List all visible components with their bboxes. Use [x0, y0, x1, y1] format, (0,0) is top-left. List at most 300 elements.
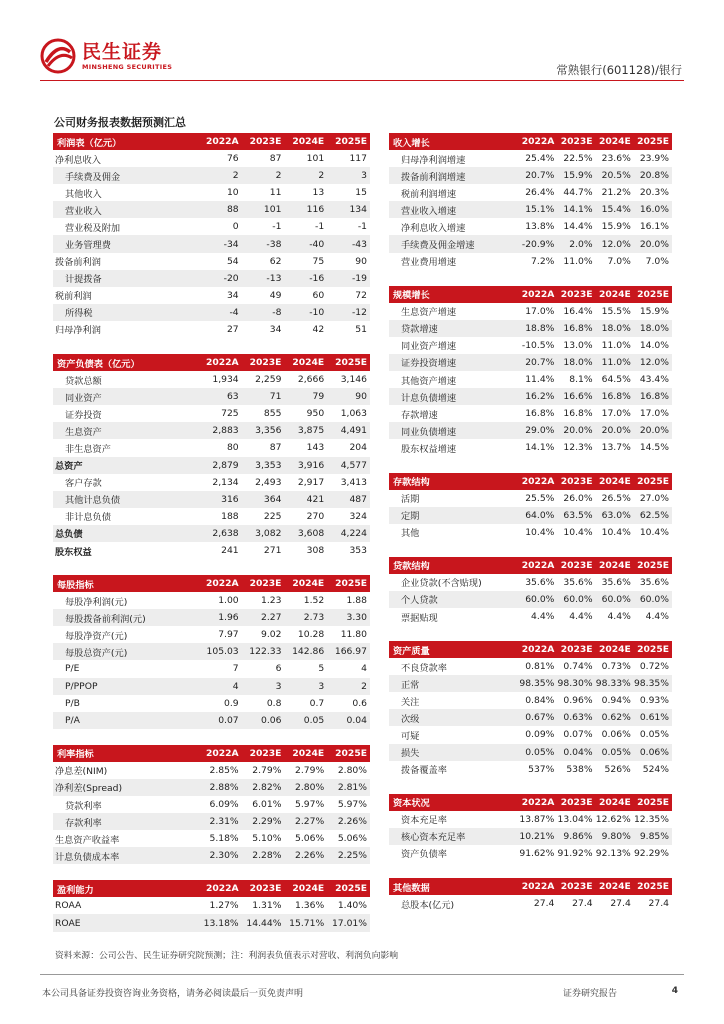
header-divider	[40, 80, 684, 81]
cell-value: 1.00	[218, 595, 239, 607]
year-header: 2025E	[327, 575, 370, 592]
cell-value: 0.05%	[639, 729, 669, 741]
table-row	[53, 474, 370, 491]
cell-value: 17.01%	[327, 914, 370, 931]
year-header: 2023E	[557, 473, 595, 490]
cell-value: 3,353	[242, 457, 285, 474]
cell-value: 11	[269, 187, 282, 199]
cell-value: 11.0%	[601, 339, 631, 351]
year-header: 2023E	[242, 880, 285, 897]
financial-table	[389, 473, 672, 541]
cell-value: 27	[226, 323, 239, 335]
year-header: 2025E	[634, 641, 672, 658]
financial-table	[389, 286, 672, 457]
row-label: ROAE	[53, 914, 188, 931]
table-title: 资本状况	[389, 794, 515, 811]
table-row	[53, 304, 370, 321]
table-row	[53, 643, 370, 660]
year-header: 2022A	[515, 286, 557, 303]
cell-value: 90	[327, 388, 370, 405]
cell-value: 0.09%	[525, 729, 555, 741]
cell-value: 76	[226, 153, 239, 165]
minsheng-logo-icon	[40, 38, 76, 74]
cell-value: 2.30%	[188, 847, 242, 864]
financial-table	[53, 880, 370, 931]
table-row	[53, 525, 370, 542]
cell-value: 5.06%	[337, 833, 367, 845]
cell-value: 79	[284, 388, 327, 405]
cell-value: 54	[226, 255, 239, 267]
row-label: 净利差(Spread)	[53, 779, 188, 796]
table-row	[389, 218, 672, 235]
cell-value: 14.5%	[639, 442, 669, 454]
cell-value: 4	[361, 663, 367, 675]
stock-header: 常熟银行(601128)/银行	[556, 63, 682, 77]
cell-value: 0.62%	[596, 709, 634, 726]
cell-value: 4,224	[327, 525, 370, 542]
cell-value: 2,883	[188, 422, 242, 439]
year-header: 2023E	[242, 354, 285, 371]
financial-table	[53, 745, 370, 865]
cell-value: 166.97	[327, 643, 370, 660]
cell-value: 10.4%	[601, 526, 631, 538]
year-header: 2024E	[284, 575, 327, 592]
table-row	[389, 709, 672, 726]
row-label: 关注	[401, 696, 420, 708]
table-row	[389, 675, 672, 692]
cell-value: 204	[349, 442, 367, 454]
table-row	[389, 811, 672, 828]
cell-value: 43.4%	[639, 374, 669, 386]
year-header: 2024E	[596, 641, 634, 658]
cell-value: 101	[242, 201, 285, 218]
cell-value: 16.8%	[525, 408, 555, 420]
table-row	[53, 405, 370, 422]
table-row	[389, 574, 672, 591]
cell-value: 2.26%	[284, 847, 327, 864]
table-row	[389, 490, 672, 507]
cell-value: 13.04%	[557, 813, 593, 825]
cell-value: 98.35%	[515, 675, 557, 692]
row-label: 同业负债增速	[389, 422, 515, 439]
cell-value: -12	[327, 304, 370, 321]
cell-value: 14.4%	[563, 221, 593, 233]
cell-value: 64.0%	[515, 507, 557, 524]
row-label: 业务管理费	[53, 235, 188, 252]
table-row	[53, 235, 370, 252]
row-label: 生息资产	[53, 422, 188, 439]
cell-value: 122.33	[242, 643, 285, 660]
cell-value: 0.7	[309, 697, 325, 709]
cell-value: 15	[355, 187, 367, 199]
cell-value: 13	[312, 187, 325, 199]
row-label: 每股总资产(元)	[53, 643, 188, 660]
cell-value: 12.0%	[634, 354, 672, 371]
row-label: 活期	[401, 494, 420, 506]
financial-table	[389, 641, 672, 778]
cell-value: 63.0%	[596, 507, 634, 524]
row-label: 总负债	[53, 525, 188, 542]
cell-value: 98.30%	[557, 675, 595, 692]
cell-value: -1	[272, 221, 282, 233]
row-label: 计提拨备	[53, 270, 188, 287]
cell-value: 537%	[528, 763, 555, 775]
cell-value: 20.7%	[515, 167, 557, 184]
financial-table	[389, 794, 672, 862]
table-row	[389, 388, 672, 405]
cell-value: 0.81%	[525, 661, 555, 673]
cell-value: -19	[327, 270, 370, 287]
table-gap	[53, 338, 370, 354]
cell-value: -8	[242, 304, 285, 321]
table-row	[53, 914, 370, 931]
cell-value: 2,638	[188, 525, 242, 542]
cell-value: 14.1%	[557, 201, 595, 218]
cell-value: 0.72%	[639, 661, 669, 673]
cell-value: 18.0%	[596, 320, 634, 337]
row-label: 每股净资产(元)	[65, 630, 128, 642]
table-row	[53, 762, 370, 779]
table-title: 资产质量	[389, 641, 515, 658]
cell-value: 13.7%	[601, 442, 631, 454]
table-row	[53, 813, 370, 830]
cell-value: 27.4	[533, 898, 555, 910]
cell-value: 2.31%	[188, 813, 242, 830]
year-header: 2024E	[596, 286, 634, 303]
company-logo	[40, 38, 172, 74]
cell-value: 353	[349, 545, 367, 557]
cell-value: 3	[284, 678, 327, 695]
table-row	[389, 235, 672, 252]
table-row	[53, 457, 370, 474]
row-label: 所得税	[53, 304, 188, 321]
year-header: 2022A	[515, 473, 557, 490]
row-label: ROAA	[55, 900, 82, 912]
cell-value: 15.9%	[639, 305, 669, 317]
cell-value: 98.35%	[634, 675, 672, 692]
cell-value: 91.62%	[519, 847, 555, 859]
cell-value: -34	[188, 235, 242, 252]
table-row	[389, 726, 672, 743]
row-label: 生息资产增速	[401, 307, 457, 319]
table-row	[53, 321, 370, 338]
cell-value: 64.5%	[601, 374, 631, 386]
cell-value: -10.5%	[521, 339, 555, 351]
table-row	[389, 761, 672, 778]
cell-value: 35.6%	[601, 576, 631, 588]
cell-value: 71	[242, 388, 285, 405]
table-row	[53, 388, 370, 405]
cell-value: 75	[312, 255, 325, 267]
cell-value: 12.35%	[633, 813, 669, 825]
cell-value: 12.62%	[595, 813, 631, 825]
left-column	[53, 133, 370, 932]
table-title: 规模增长	[389, 286, 515, 303]
cell-value: -38	[242, 235, 285, 252]
table-title: 存款结构	[389, 473, 515, 490]
table-row	[389, 405, 672, 422]
cell-value: 0.9	[224, 697, 239, 709]
table-gap	[53, 729, 370, 745]
cell-value: 0.96%	[563, 695, 593, 707]
row-label: 贷款总额	[65, 375, 102, 387]
table-title: 利率指标	[53, 745, 188, 762]
cell-value: 80	[226, 442, 239, 454]
year-header: 2025E	[327, 133, 370, 150]
row-label: 计息负债增速	[389, 388, 515, 405]
cell-value: 10.4%	[525, 526, 555, 538]
cell-value: 6.01%	[252, 799, 282, 811]
cell-value: 0.07%	[563, 729, 593, 741]
cell-value: 0.06%	[634, 744, 672, 761]
cell-value: 4.4%	[531, 611, 555, 623]
year-header: 2022A	[188, 575, 242, 592]
year-header: 2023E	[242, 133, 285, 150]
row-label: 证券投资	[65, 409, 102, 421]
table-gap	[53, 559, 370, 575]
cell-value: 27.4	[572, 898, 593, 910]
cell-value: 2,134	[212, 476, 239, 488]
row-label: 非生息资产	[65, 443, 111, 455]
cell-value: 18.0%	[557, 354, 595, 371]
cell-value: 35.6%	[563, 576, 593, 588]
cell-value: 0.06%	[601, 729, 631, 741]
cell-value: 2	[242, 167, 285, 184]
year-header: 2023E	[557, 878, 595, 895]
year-header: 2022A	[515, 878, 557, 895]
cell-value: 2.27	[242, 609, 285, 626]
year-header: 2024E	[284, 354, 327, 371]
year-header: 2022A	[188, 745, 242, 762]
cell-value: 60.0%	[596, 591, 634, 608]
year-header: 2022A	[188, 880, 242, 897]
cell-value: 2	[188, 167, 242, 184]
cell-value: 12.3%	[563, 442, 593, 454]
cell-value: 1,063	[340, 408, 367, 420]
cell-value: 44.7%	[563, 187, 593, 199]
table-title: 盈利能力	[53, 880, 188, 897]
cell-value: 5.18%	[209, 833, 239, 845]
table-row	[53, 439, 370, 456]
cell-value: -4	[188, 304, 242, 321]
cell-value: 2	[284, 167, 327, 184]
cell-value: 92.13%	[595, 847, 631, 859]
row-label: 其他收入	[65, 188, 102, 200]
cell-value: 20.0%	[634, 235, 672, 252]
cell-value: 18.8%	[515, 320, 557, 337]
row-label: 净息差(NIM)	[55, 766, 108, 778]
table-row	[53, 897, 370, 914]
table-row	[389, 658, 672, 675]
cell-value: 16.2%	[515, 388, 557, 405]
cell-value: 16.8%	[563, 408, 593, 420]
cell-value: 143	[306, 442, 325, 454]
cell-value: 9.02	[260, 629, 282, 641]
cell-value: 3,146	[340, 374, 367, 386]
cell-value: 101	[306, 153, 325, 165]
cell-value: 20.0%	[596, 422, 634, 439]
cell-value: 2.27%	[284, 813, 327, 830]
cell-value: 1.40%	[337, 900, 367, 912]
cell-value: 116	[284, 201, 327, 218]
table-row	[53, 847, 370, 864]
cell-value: 2.28%	[242, 847, 285, 864]
cell-value: 88	[188, 201, 242, 218]
year-header: 2022A	[515, 794, 557, 811]
row-label: 企业贷款(不含贴现)	[401, 578, 482, 590]
table-row	[389, 253, 672, 270]
table-row	[389, 608, 672, 625]
row-label: 总资产	[53, 457, 188, 474]
year-header: 2024E	[284, 745, 327, 762]
row-label: 可疑	[401, 730, 420, 742]
table-row	[53, 542, 370, 559]
table-row	[53, 371, 370, 388]
year-header: 2024E	[284, 133, 327, 150]
cell-value: 950	[306, 408, 325, 420]
cell-value: 25.5%	[525, 492, 555, 504]
cell-value: 60.0%	[557, 591, 595, 608]
cell-value: 14.0%	[639, 339, 669, 351]
row-label: 资本充足率	[401, 815, 447, 827]
cell-value: 20.0%	[634, 422, 672, 439]
cell-value: 15.9%	[557, 167, 595, 184]
cell-value: 2.79%	[252, 764, 282, 776]
financial-table	[53, 133, 370, 338]
cell-value: 117	[349, 153, 367, 165]
cell-value: 13.18%	[188, 914, 242, 931]
row-label: 计息负债成本率	[53, 847, 188, 864]
cell-value: 20.8%	[634, 167, 672, 184]
cell-value: -40	[284, 235, 327, 252]
year-header: 2022A	[188, 133, 242, 150]
year-header: 2025E	[327, 354, 370, 371]
cell-value: 188	[221, 510, 239, 522]
table-row	[53, 184, 370, 201]
cell-value: 16.6%	[557, 388, 595, 405]
source-footnote: 资料来源：公司公告、民生证券研究院预测；注：利润表负值表示对营收、利润负向影响	[55, 951, 399, 961]
table-row	[389, 167, 672, 184]
row-label: 其他	[401, 528, 420, 540]
cell-value: 10.21%	[515, 828, 557, 845]
financial-table	[389, 557, 672, 625]
row-label: 营业收入	[53, 201, 188, 218]
row-label: 营业税及附加	[65, 222, 121, 234]
table-row	[389, 354, 672, 371]
cell-value: 1.96	[188, 609, 242, 626]
row-label: 税前利润增速	[401, 188, 457, 200]
cell-value: 3.30	[327, 609, 370, 626]
table-gap	[389, 778, 672, 794]
cell-value: 0.63%	[557, 709, 595, 726]
table-row	[389, 591, 672, 608]
cell-value: 2.88%	[188, 779, 242, 796]
cell-value: 364	[242, 491, 285, 508]
cell-value: 316	[188, 491, 242, 508]
cell-value: 23.6%	[601, 153, 631, 165]
cell-value: -1	[357, 221, 367, 233]
cell-value: 270	[306, 510, 325, 522]
financial-table	[389, 133, 672, 270]
cell-value: 271	[263, 545, 282, 557]
cell-value: 725	[221, 408, 239, 420]
cell-value: 60	[312, 289, 325, 301]
cell-value: 7.0%	[607, 255, 631, 267]
row-label: 正常	[389, 675, 515, 692]
cell-value: 12.0%	[596, 235, 634, 252]
cell-value: 51	[355, 323, 367, 335]
cell-value: 4.4%	[645, 611, 669, 623]
cell-value: 5.06%	[295, 833, 325, 845]
table-row	[53, 270, 370, 287]
cell-value: 1.31%	[252, 900, 282, 912]
row-label: 非计息负债	[65, 512, 111, 524]
cell-value: 42	[312, 323, 325, 335]
cell-value: 4	[188, 678, 242, 695]
cell-value: 2.73	[284, 609, 327, 626]
page-number: 4	[671, 986, 678, 996]
financial-table	[53, 354, 370, 559]
cell-value: -43	[327, 235, 370, 252]
cell-value: 324	[349, 510, 367, 522]
cell-value: -10	[284, 304, 327, 321]
cell-value: 105.03	[188, 643, 242, 660]
table-title: 贷款结构	[389, 557, 515, 574]
table-row	[53, 678, 370, 695]
cell-value: 11.80	[340, 629, 367, 641]
year-header: 2025E	[634, 794, 672, 811]
cell-value: 225	[263, 510, 282, 522]
cell-value: 25.4%	[525, 153, 555, 165]
cell-value: 27.0%	[639, 492, 669, 504]
table-title: 其他数据	[389, 878, 515, 895]
table-row	[53, 167, 370, 184]
cell-value: 20.3%	[639, 187, 669, 199]
year-header: 2025E	[634, 473, 672, 490]
year-header: 2022A	[515, 133, 557, 150]
cell-value: 22.5%	[563, 153, 593, 165]
table-title: 收入增长	[389, 133, 515, 150]
cell-value: 2,917	[297, 476, 325, 488]
cell-value: 60.0%	[515, 591, 557, 608]
cell-value: 2	[327, 678, 370, 695]
table-row	[53, 592, 370, 609]
table-row	[53, 287, 370, 304]
cell-value: 2.29%	[242, 813, 285, 830]
cell-value: 11.0%	[563, 255, 593, 267]
cell-value: 1.27%	[209, 900, 239, 912]
table-row	[53, 695, 370, 712]
row-label: 同业资产增速	[401, 341, 457, 353]
row-label: 营业费用增速	[401, 257, 457, 269]
cell-value: 0.05	[284, 712, 327, 729]
row-label: 股东权益增速	[401, 443, 457, 455]
cell-value: 526%	[604, 763, 631, 775]
row-label: 票据贴现	[401, 612, 438, 624]
cell-value: 3	[327, 167, 370, 184]
cell-value: 87	[269, 153, 282, 165]
cell-value: 421	[284, 491, 327, 508]
cell-value: 7.2%	[531, 255, 555, 267]
financial-table	[389, 878, 672, 912]
row-label: P/E	[65, 663, 80, 675]
cell-value: 0.07	[188, 712, 242, 729]
cell-value: 0.61%	[634, 709, 672, 726]
cell-value: 2.25%	[327, 847, 370, 864]
table-row	[389, 895, 672, 912]
year-header: 2023E	[557, 557, 595, 574]
cell-value: 5.97%	[295, 799, 325, 811]
